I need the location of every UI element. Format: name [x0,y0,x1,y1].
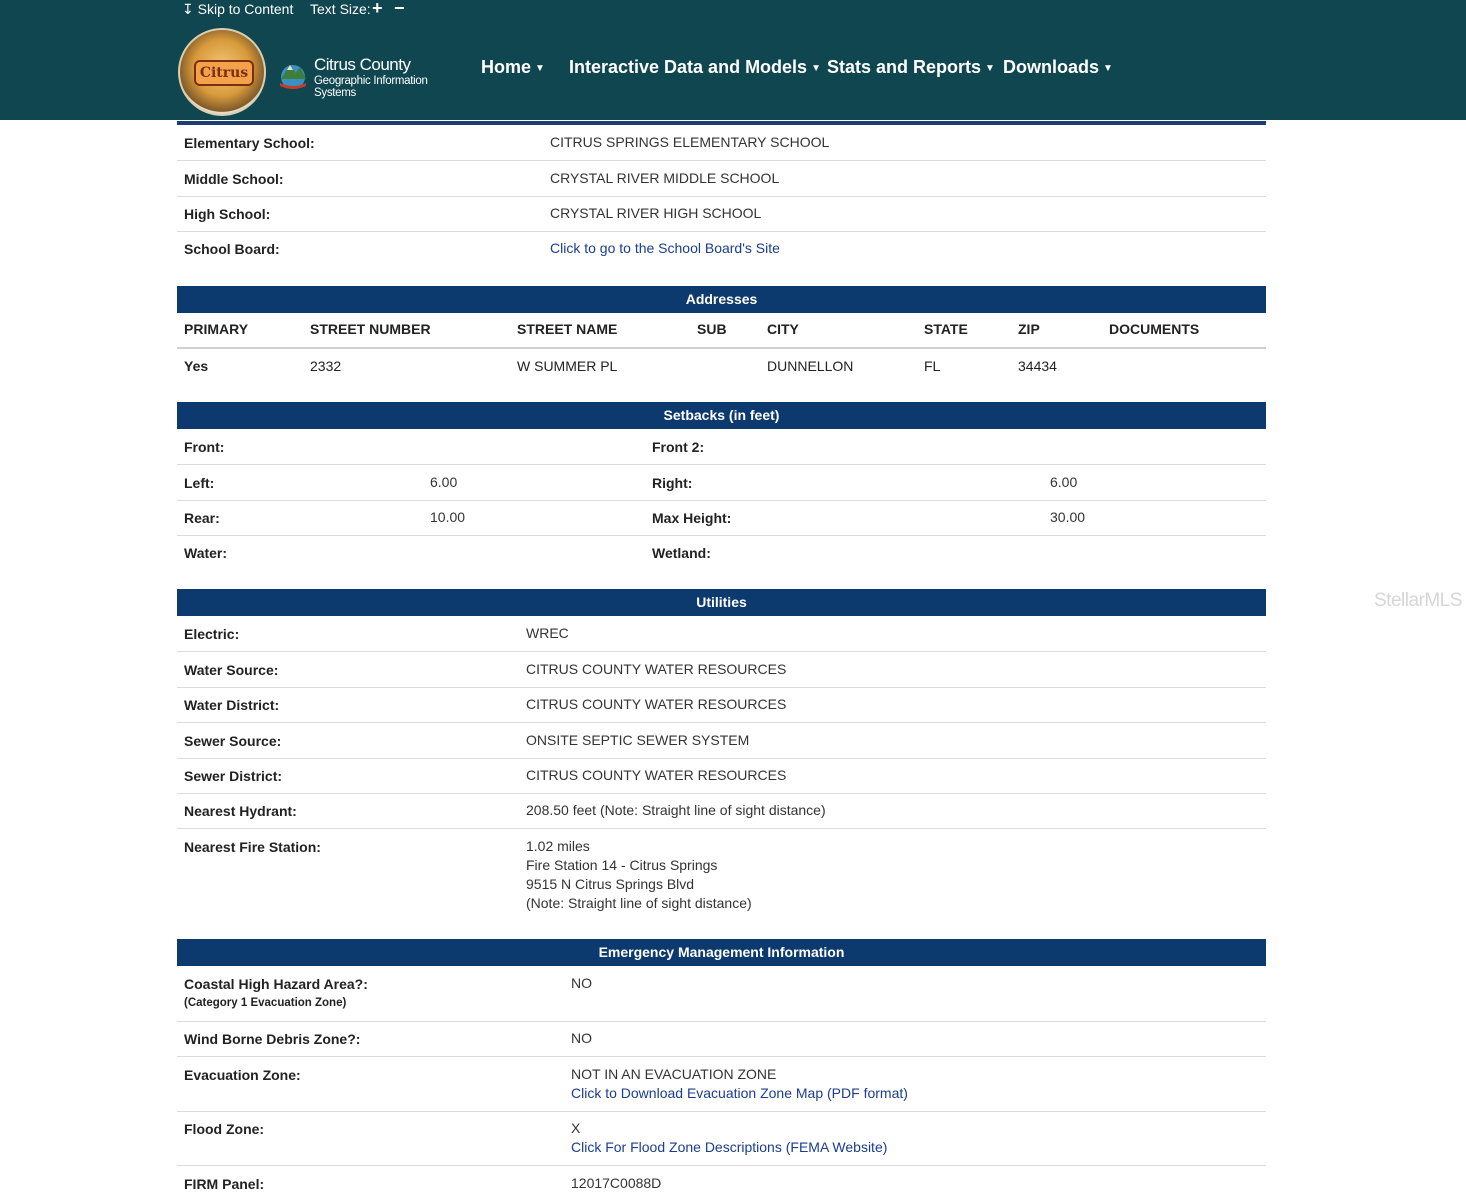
col-documents: DOCUMENTS [1109,321,1200,337]
school-label: Elementary School: [184,135,315,151]
county-seal-text: Citrus [194,60,254,86]
text-size-decrease-button[interactable]: − [394,0,405,18]
gis-globe-icon [276,57,310,91]
utility-row-hydrant [177,793,1266,829]
evacuation-zone-text: NOT IN AN EVACUATION ZONE [571,1066,777,1082]
fire-station-value [526,837,752,913]
cell-state: FL [924,358,941,374]
setbacks-header: Setbacks (in feet) [177,402,1266,429]
text-size-increase-button[interactable]: + [372,0,383,18]
firm-value: 12017C0088D [571,1175,662,1191]
flood-value [571,1119,887,1157]
utility-row-water-source [177,652,1266,688]
utility-label: Electric: [184,626,240,642]
coastal-value: NO [571,975,592,991]
coastal-sublabel: (Category 1 Evacuation Zone) [184,997,347,1009]
col-city: CITY [767,321,799,337]
utility-row-sewer-source [177,723,1266,759]
utility-row-fire-station [177,829,1266,913]
school-value: CRYSTAL RIVER MIDDLE SCHOOL [550,170,780,186]
nav-home[interactable] [481,57,545,78]
nav-interactive-data[interactable] [569,57,821,78]
school-label: Middle School: [184,171,284,187]
col-primary: PRIMARY [184,321,249,337]
col-zip: ZIP [1018,321,1040,337]
gis-logo-subtitle: Geographic Information Systems [314,75,428,99]
setback-label: Wetland: [652,545,711,561]
cell-primary: Yes [184,358,209,374]
cell-street-number: 2332 [310,358,342,374]
chevron-down-icon: ▼ [1103,62,1113,74]
top-utility-bar [0,0,1466,25]
table-row [177,349,1266,385]
setback-row-front [177,429,1266,465]
col-street-number: STREET NUMBER [310,321,431,337]
school-board-label: School Board: [184,241,280,257]
coastal-label: Coastal High Hazard Area?: [184,976,368,992]
fire-station-address: 9515 N Citrus Springs Blvd [526,876,695,892]
site-header [0,25,1466,120]
utility-label: Water District: [184,697,280,713]
utility-row-sewer-district [177,758,1266,794]
utility-value: CITRUS COUNTY WATER RESOURCES [526,767,787,783]
cell-city: DUNNELLON [767,358,854,374]
fire-station-note: (Note: Straight line of sight distance) [526,895,752,911]
setback-label: Right: [652,475,693,491]
setback-row-rear [177,500,1266,536]
setback-row-left [177,465,1266,501]
evacuation-value [571,1065,908,1103]
emergency-row-coastal [177,966,1266,1022]
wind-label: Wind Borne Debris Zone?: [184,1031,361,1047]
school-board-link[interactable]: Click to go to the School Board's Site [550,240,780,256]
flood-label: Flood Zone: [184,1121,265,1137]
utility-label: Sewer District: [184,768,283,784]
col-sub: SUB [697,321,727,337]
school-row-middle [177,161,1266,197]
school-row-elementary [177,125,1266,161]
utility-row-water-district [177,687,1266,723]
utility-value: CITRUS COUNTY WATER RESOURCES [526,661,787,677]
chevron-down-icon: ▼ [811,62,821,74]
setback-label: Rear: [184,510,220,526]
cell-zip: 34434 [1018,358,1057,374]
school-board-row [177,231,1266,266]
nav-stats-reports-label: Stats and Reports [827,57,982,77]
setback-label: Left: [184,475,215,491]
col-street-name: STREET NAME [517,321,618,337]
utility-value: CITRUS COUNTY WATER RESOURCES [526,696,787,712]
nav-stats-reports[interactable] [827,57,995,78]
cell-street-name: W SUMMER PL [517,358,618,374]
utilities-header: Utilities [177,589,1266,616]
firm-label: FIRM Panel: [184,1176,265,1192]
emergency-row-flood [177,1111,1266,1166]
gis-logo-title: Citrus County [314,55,411,74]
addresses-table-header [177,313,1266,349]
chevron-down-icon: ▼ [985,62,995,74]
utility-label: Nearest Hydrant: [184,803,297,819]
text-size-label: Text Size: [310,1,371,17]
evacuation-map-link[interactable]: Click to Download Evacuation Zone Map (PDF format) [571,1085,908,1101]
school-value: CRYSTAL RIVER HIGH SCHOOL [550,205,762,221]
school-row-high [177,196,1266,232]
wind-value: NO [571,1030,592,1046]
utility-label: Water Source: [184,662,279,678]
chevron-down-icon: ▼ [535,62,545,74]
skip-to-content-link[interactable]: ↧ Skip to Content [182,1,294,17]
setback-value: 6.00 [1050,474,1078,490]
nav-downloads[interactable] [1003,57,1113,78]
setback-value: 10.00 [430,509,466,525]
setback-label: Front: [184,439,225,455]
utility-label: Sewer Source: [184,733,282,749]
utility-value: ONSITE SEPTIC SEWER SYSTEM [526,732,750,748]
flood-zone-text: X [571,1120,581,1136]
stellarmls-watermark: StellarMLS [1374,590,1462,611]
gis-logo[interactable] [276,55,456,99]
fire-station-name: Fire Station 14 - Citrus Springs [526,857,718,873]
nav-home-label: Home [481,57,532,77]
emergency-row-evacuation [177,1057,1266,1112]
fire-station-label: Nearest Fire Station: [184,839,321,855]
utility-value: 208.50 feet (Note: Straight line of sight distance) [526,802,826,818]
fire-station-distance: 1.02 miles [526,838,590,854]
school-label: High School: [184,206,271,222]
setback-label: Max Height: [652,510,732,526]
setback-value: 6.00 [430,474,458,490]
utility-value: WREC [526,625,569,641]
setback-label: Front 2: [652,439,705,455]
nav-interactive-data-label: Interactive Data and Models [569,57,808,77]
county-seal-logo[interactable] [178,28,266,116]
evacuation-label: Evacuation Zone: [184,1067,301,1083]
setback-value: 30.00 [1050,509,1086,525]
flood-zone-link[interactable]: Click For Flood Zone Descriptions (FEMA Website) [571,1139,888,1155]
utility-row-electric [177,616,1266,652]
nav-downloads-label: Downloads [1003,57,1100,77]
emergency-header: Emergency Management Information [177,939,1266,966]
setback-label: Water: [184,545,228,561]
school-value: CITRUS SPRINGS ELEMENTARY SCHOOL [550,134,830,150]
addresses-header: Addresses [177,286,1266,313]
emergency-row-wind [177,1021,1266,1057]
emergency-row-firm [177,1166,1266,1200]
col-state: STATE [924,321,968,337]
setback-row-water [177,535,1266,570]
